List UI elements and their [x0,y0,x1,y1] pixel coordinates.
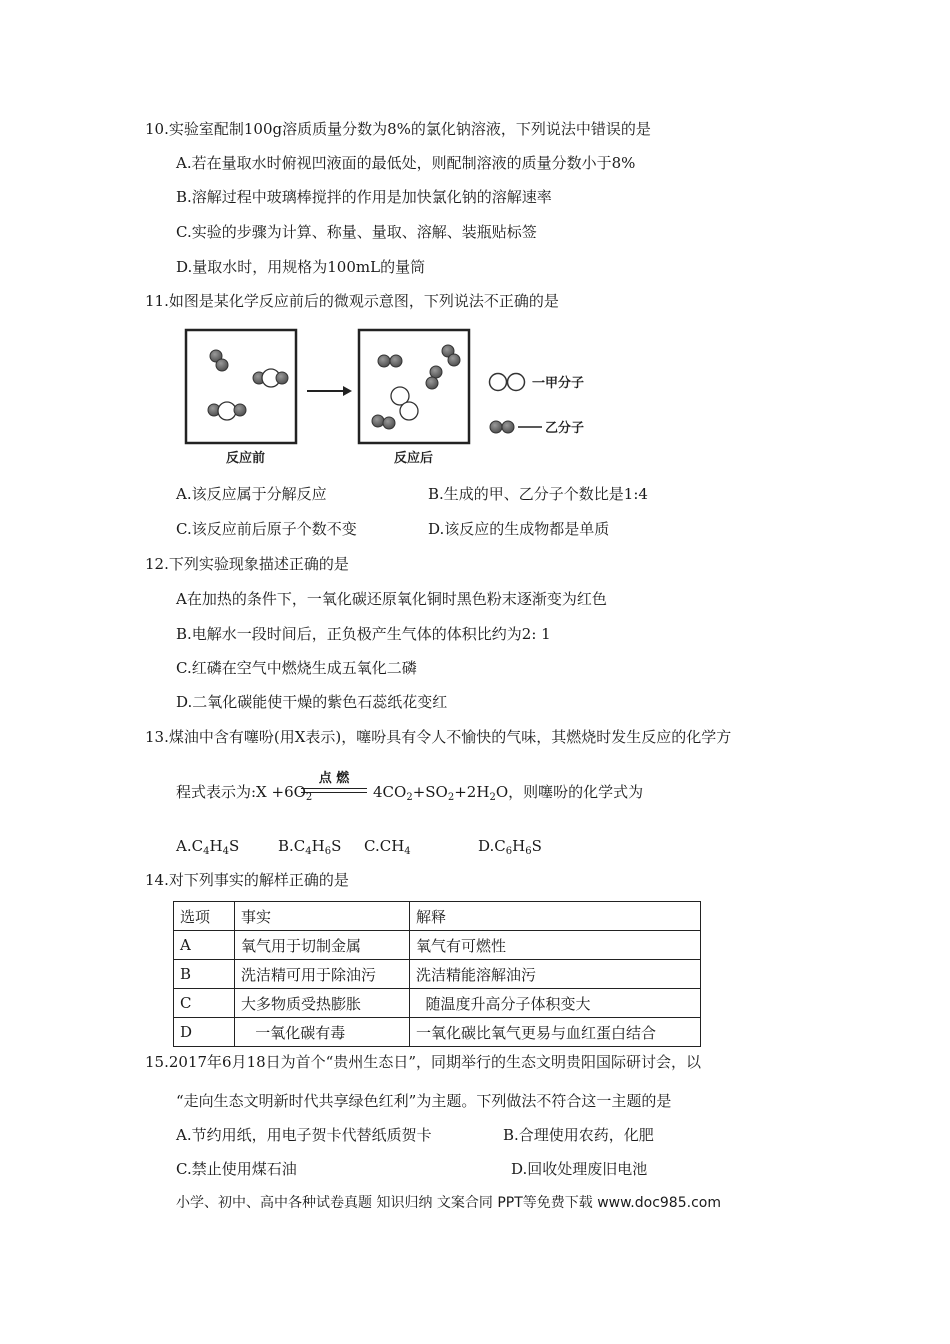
q15-option-d: D.回收处理废旧电池 [511,1160,648,1178]
q13-option-b: $B.C_4H_6S$ [278,837,342,857]
table-row: A 氧气用于切制金属 氧气有可燃性 [174,931,701,960]
q12-stem: 12.下列实验现象描述正确的是 [145,555,349,573]
q11-stem: 11.如图是某化学反应前后的微观示意图，下列说法不正确的是 [145,292,559,310]
q12-option-b: B.电解水一段时间后，正负极产生气体的体积比约为2: 1 [176,625,551,643]
q13-option-d: $D.C_6H_6S$ [478,837,542,857]
q15-option-c: C.禁止使用煤石油 [176,1160,297,1178]
reaction-diagram [170,318,630,478]
q11-option-c: C.该反应前后原子个数不变 [176,520,357,538]
q13-stem: 13.煤油中含有噻吩(用X表示)，噻吩具有令人不愉快的气味，其燃烧时发生反应的化学方 [145,728,732,746]
q13-equation-products: $4CO_2+SO_2+2H_2O$，则噻吩的化学式为 [373,783,644,803]
q12-option-a: A在加热的条件下，一氧化碳还原氧化铜时黑色粉末逐渐变为红色 [176,590,607,608]
q11-option-d: D.该反应的生成物都是单质 [428,520,610,538]
table-row: C 大多物质受热膨胀 随温度升高分子体积变大 [174,989,701,1018]
q11-option-a: A.该反应属于分解反应 [176,485,327,503]
q15-stem-line1: 15.2017年6月18日为首个“贵州生态日”，同期举行的生态文明贵阳国际研讨会，以 [145,1053,701,1071]
q15-option-a: A.节约用纸，用电子贺卡代替纸质贺卡 [176,1126,432,1144]
page-footer: 小学、初中、高中各种试卷真题 知识归纳 文案合同 PPT等免费下载 www.doc985.com [176,1195,721,1211]
header-explanation: 解释 [410,902,701,931]
q14-stem: 14.对下列事实的解样正确的是 [145,871,349,889]
facts-table [173,901,701,1047]
q13-option-a: $A.C_4H_4S$ [176,837,240,857]
condition-ignite: 点 燃 [318,771,350,786]
before-label: 反应前 [226,451,266,466]
legend-jia [490,374,585,392]
q13-option-c: $C.CH_4$ [364,837,411,857]
q12-option-d: D.二氧化碳能使干燥的紫色石蕊纸花变红 [176,693,448,711]
q10-option-b: B.溶解过程中玻璃棒搅拌的作用是加快氯化钠的溶解速率 [176,188,552,206]
eq-prefix: 程式表示为:X +6O [176,783,306,801]
legend-yi [490,420,584,436]
q10-option-d: D.量取水时，用规格为100mL的量筒 [176,258,426,276]
q10-option-a: A.若在量取水时俯视凹液面的最低处，则配制溶液的质量分数小于8% [176,154,636,172]
header-option: 选项 [174,902,235,931]
q15-option-b: B.合理使用农药，化肥 [503,1126,654,1144]
legend-jia-label: 一甲分子 [532,376,585,391]
q15-stem-line2: “走向生态文明新时代共享绿色红利”为主题。下列做法不符合这一主题的是 [176,1092,672,1110]
table-row: D 一氧化碳有毒 一氧化碳比氧气更易与血红蛋白结合 [174,1018,701,1047]
before-box [186,330,296,443]
q10-option-c: C.实验的步骤为计算、称量、量取、溶解、装瓶贴标签 [176,223,537,241]
q12-option-c: C.红磷在空气中燃烧生成五氧化二磷 [176,659,417,677]
table-header-row [174,902,701,931]
header-fact: 事实 [235,902,410,931]
q13-equation: 程式表示为:X $+6O_2$ [176,783,313,803]
q10-stem: 10.实验室配制100g溶质质量分数为8%的氯化钠溶液，下列说法中错误的是 [145,120,651,138]
reaction-arrow [307,386,352,396]
table-row: B 洗洁精可用于除油污 洗洁精能溶解油污 [174,960,701,989]
q11-option-b: B.生成的甲、乙分子个数比是1:4 [428,485,648,503]
after-label: 反应后 [394,451,434,466]
after-box [359,330,469,443]
legend-yi-label: 乙分子 [545,421,585,436]
